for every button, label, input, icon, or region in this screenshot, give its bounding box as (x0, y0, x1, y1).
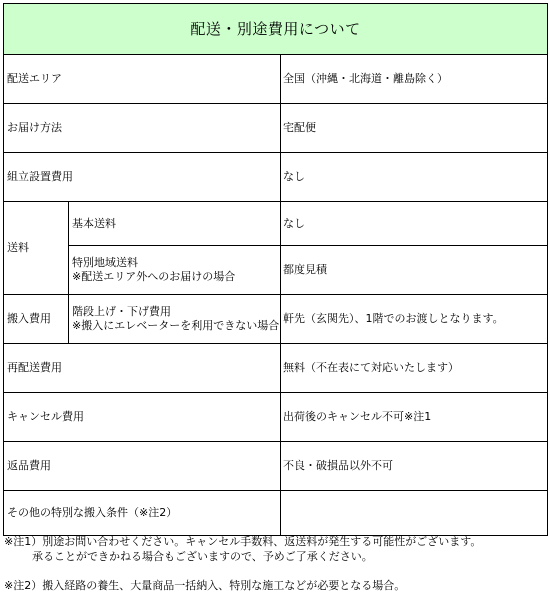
special-area-shipping-value: 都度見積 (281, 246, 548, 295)
stairs-fee-title: 階段上げ・下げ費用 (72, 305, 171, 318)
delivery-method-value: 宅配便 (281, 104, 548, 153)
cancel-fee-label: キャンセル費用 (4, 393, 281, 442)
redelivery-fee-value: 無料（不在表にて対応いたします） (281, 344, 548, 393)
note-1-continuation: 承ることができかねる場合もございますので、予めご了承ください。 (32, 550, 373, 563)
stairs-fee-note: ※搬入にエレベーターを利用できない場合 (72, 319, 280, 332)
note-1: ※注1）別途お問い合わせください。キャンセル手数料、返送料が発生する可能性がございます。 (4, 535, 482, 548)
table-row (4, 153, 548, 202)
redelivery-fee-label: 再配送費用 (4, 344, 281, 393)
carry-in-fee-label: 搬入費用 (4, 295, 69, 344)
table-row (4, 202, 548, 246)
assembly-fee-value: なし (281, 153, 548, 202)
table-row (4, 104, 548, 153)
other-conditions-label: その他の特別な搬入条件（※注2） (4, 491, 281, 536)
delivery-area-label: 配送エリア (4, 55, 281, 104)
table-row (4, 344, 548, 393)
table-row (4, 491, 548, 536)
special-area-shipping-note: ※配送エリア外へのお届けの場合 (72, 270, 236, 283)
shipping-label: 送料 (4, 202, 69, 295)
table-row (4, 442, 548, 491)
table-row (4, 393, 548, 442)
table-title: 配送・別途費用について (4, 4, 548, 55)
footnotes (4, 534, 548, 593)
delivery-area-value: 全国（沖縄・北海道・離島除く） (281, 55, 548, 104)
table-row (4, 246, 548, 295)
other-conditions-value (281, 491, 548, 536)
table-row (4, 55, 548, 104)
basic-shipping-label: 基本送料 (69, 202, 281, 246)
return-fee-value: 不良・破損品以外不可 (281, 442, 548, 491)
delivery-fee-table (3, 3, 548, 536)
table-row (4, 295, 548, 344)
note-2: ※注2）搬入経路の養生、大量商品一括納入、特別な施工などが必要となる場合。 (4, 579, 406, 592)
carry-in-fee-value: 軒先（玄関先）、1階でのお渡しとなります。 (281, 295, 548, 344)
assembly-fee-label: 組立設置費用 (4, 153, 281, 202)
special-area-shipping-label (69, 246, 281, 295)
return-fee-label: 返品費用 (4, 442, 281, 491)
special-area-shipping-title: 特別地域送料 (72, 256, 138, 269)
basic-shipping-value: なし (281, 202, 548, 246)
stairs-fee-label (69, 295, 281, 344)
delivery-method-label: お届け方法 (4, 104, 281, 153)
cancel-fee-value: 出荷後のキャンセル不可※注1 (281, 393, 548, 442)
